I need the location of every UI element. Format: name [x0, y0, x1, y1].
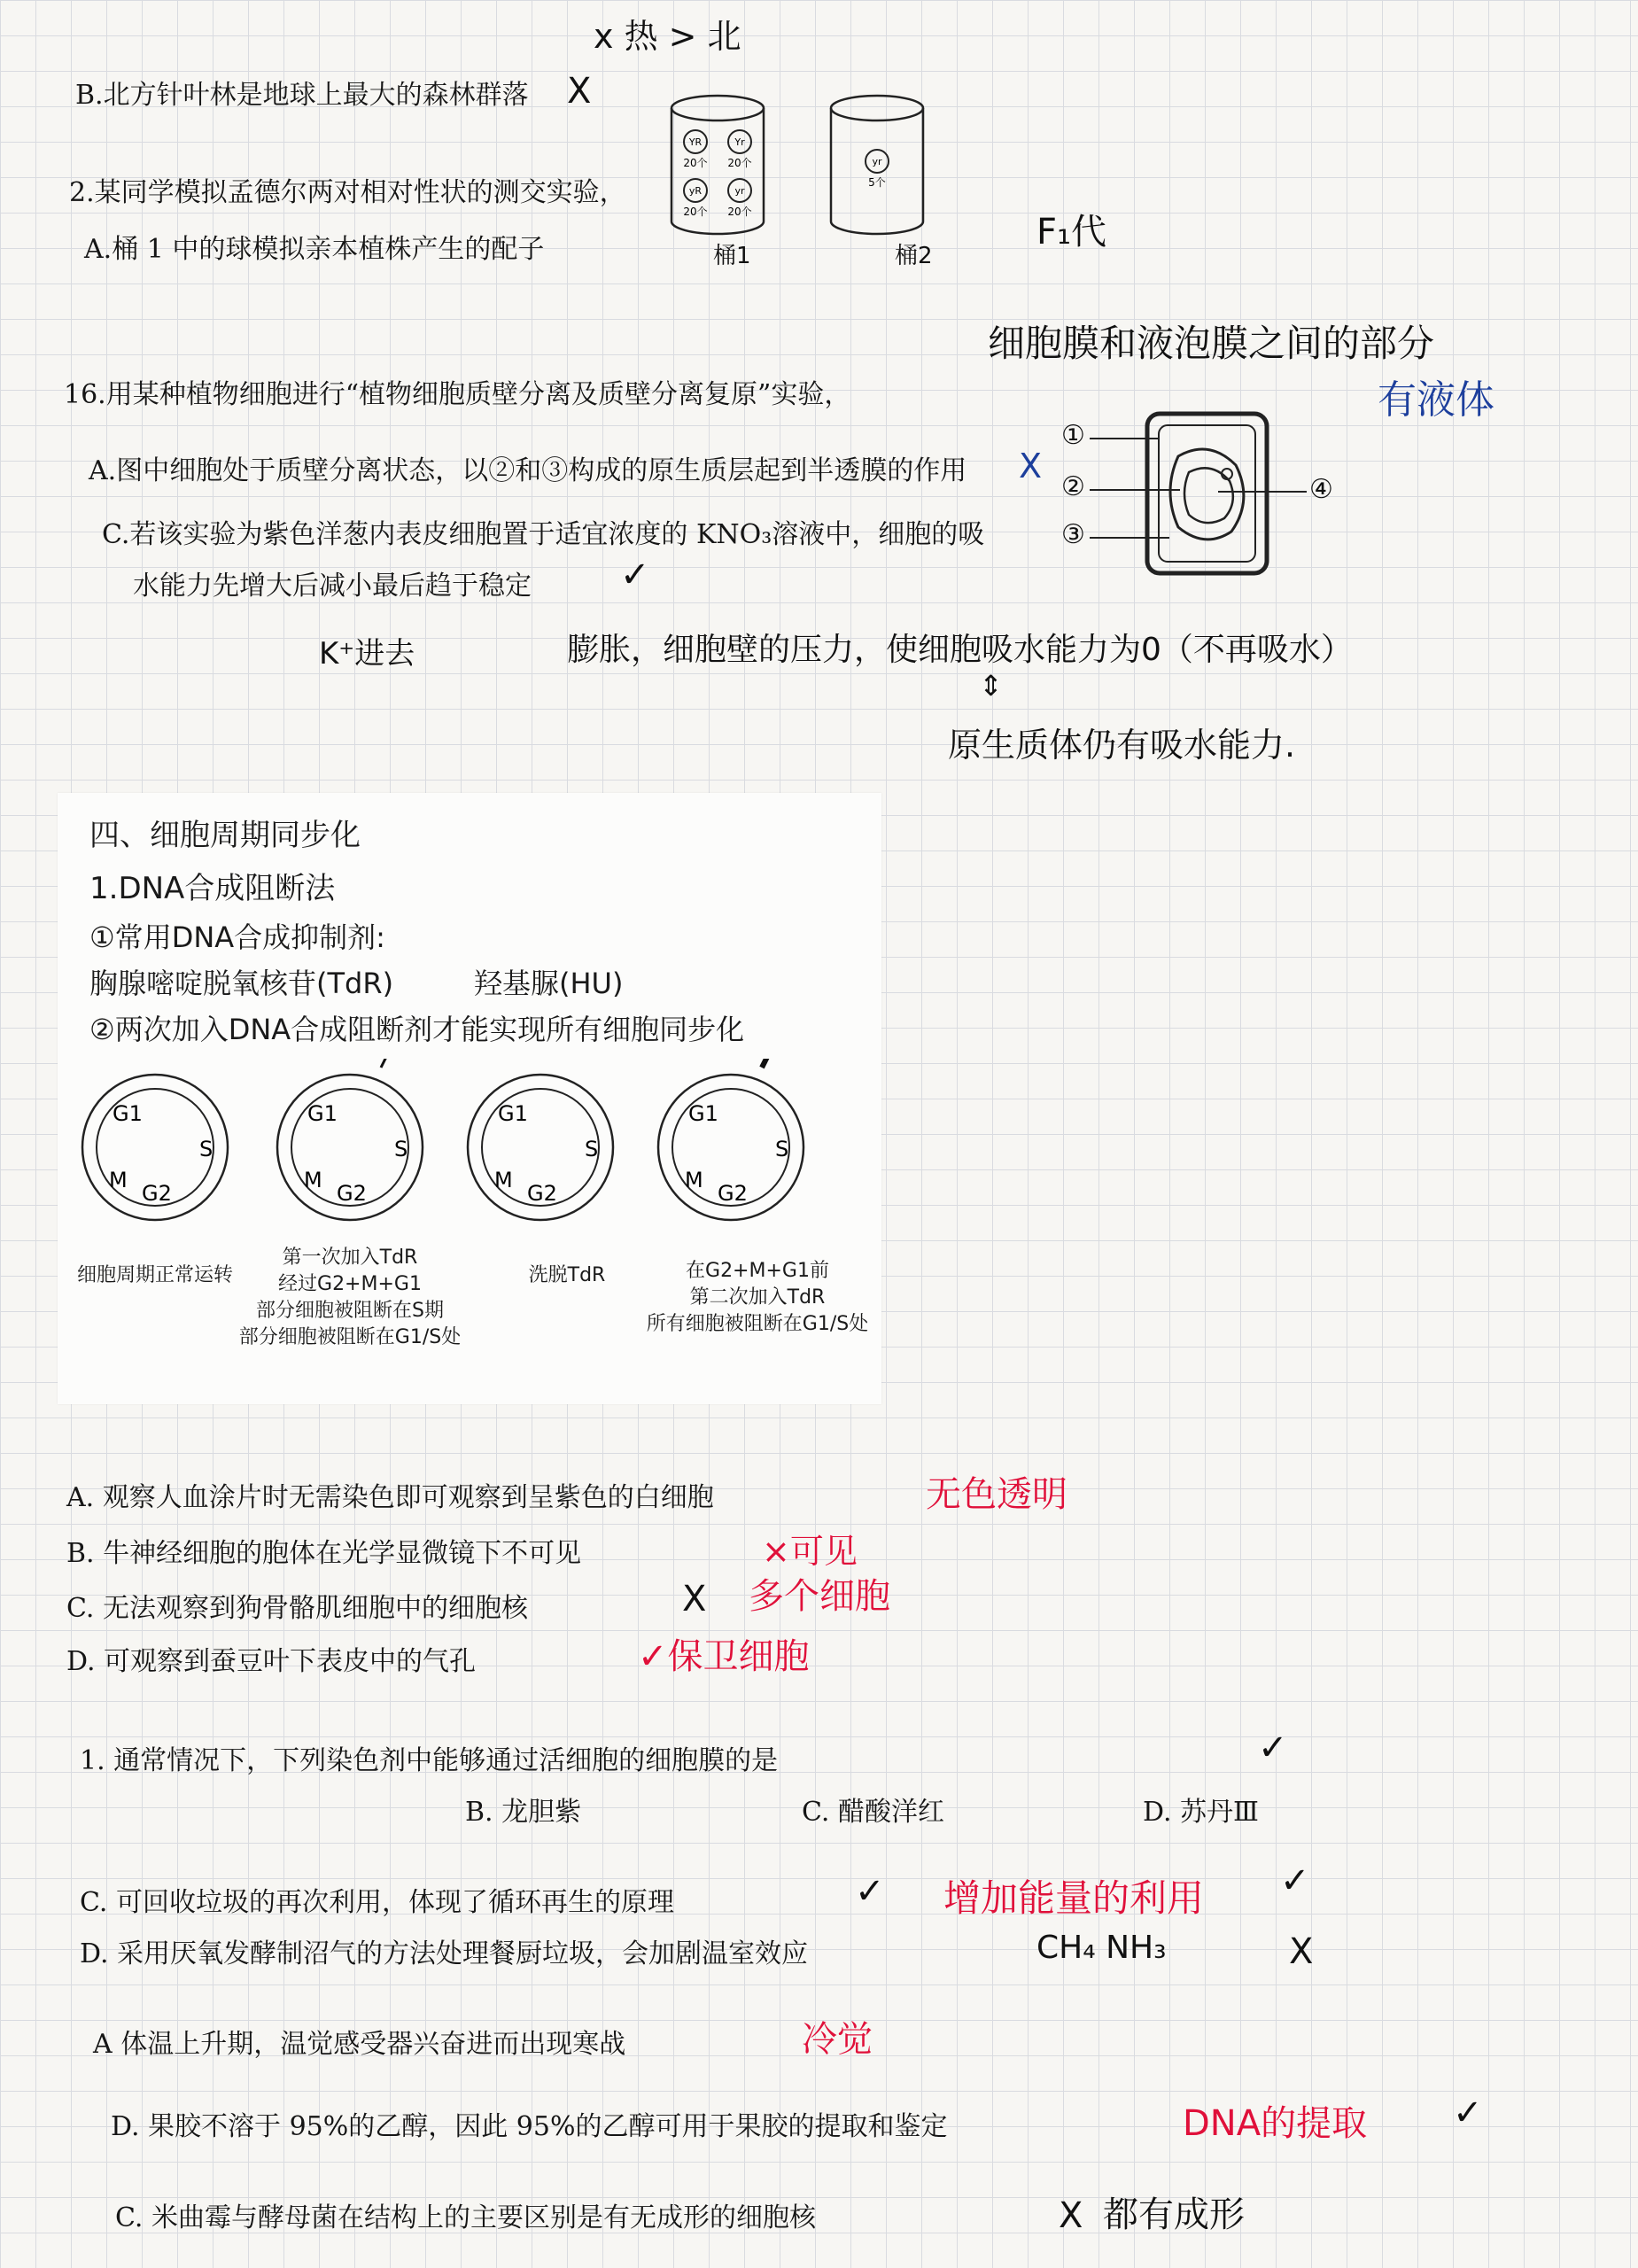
caption-2: 第一次加入TdR 经过G2+M+G1 部分细胞被阻断在S期 部分细胞被阻断在G1/S处: [238, 1247, 462, 1348]
q1-option-d: D. 苏丹Ⅲ: [1143, 1797, 1259, 1828]
pectin-option-d: D. 果胶不溶于 95%的乙醇，因此 95%的乙醇可用于果胶的提取和鉴定: [111, 2111, 948, 2142]
eco-note-d: CH₄ NH₃: [1036, 1930, 1167, 1966]
phase-s-label: S: [199, 1137, 213, 1161]
obs-option-c: C. 无法观察到狗骨骼肌细胞中的细胞核: [66, 1593, 528, 1624]
eco-option-c: C. 可回收垃圾的再次利用，体现了循环再生的原理: [80, 1887, 674, 1918]
phase-g2-label: G2: [142, 1181, 172, 1206]
check-mark: ✓: [855, 1871, 885, 1912]
check-mark: ✓: [1258, 1728, 1288, 1768]
question-16-stem: 16.用某种植物细胞进行“植物细胞质壁分离及质壁分离复原”实验，: [64, 379, 851, 410]
obs-option-d: D. 可观察到蚕豆叶下表皮中的气孔: [66, 1646, 477, 1677]
cell-cycle-diagram: [82, 1075, 228, 1220]
bucket-1-label: 桶1: [713, 243, 751, 269]
svg-text:YR: YR: [688, 136, 703, 148]
check-mark: ✓: [620, 555, 650, 595]
q16-note-top: 细胞膜和液泡膜之间的部分: [988, 322, 1435, 365]
obs-option-a: A. 观察人血涂片时无需染色即可观察到呈紫色的白细胞: [66, 1482, 714, 1513]
q1-option-c: C. 醋酸洋红: [802, 1797, 944, 1828]
block-marker: [762, 1059, 775, 1068]
q16-note-k: K⁺进去: [319, 636, 415, 672]
section-item-1: ①常用DNA合成抑制剂:: [89, 920, 385, 954]
question-16-option-a: A.图中细胞处于质壁分离状态，以②和③构成的原生质层起到半透膜的作用: [89, 455, 967, 486]
phase-g1-label: G1: [688, 1101, 718, 1126]
check-mark: ✓: [1453, 2093, 1483, 2133]
cell-cycle-diagram: [277, 1059, 423, 1220]
gamete-ball: [866, 150, 889, 189]
phase-s-label: S: [394, 1137, 408, 1161]
caption-1: 细胞周期正常运转: [76, 1264, 234, 1286]
drug-hu: 羟基脲(HU): [474, 967, 624, 1000]
q1-option-b: B. 龙胆紫: [465, 1797, 582, 1828]
drug-tdr: 胸腺嘧啶脱氧核苷(TdR): [89, 967, 394, 1000]
plant-cell-diagram: [1054, 403, 1347, 589]
cell-label-4: ④: [1309, 474, 1333, 505]
f1-note: F₁代: [1036, 212, 1107, 252]
section-title: 四、细胞周期同步化: [89, 818, 361, 853]
wrong-mark: X: [1019, 447, 1043, 485]
svg-text:20个: 20个: [683, 206, 708, 218]
question-2-option-a: A.桶 1 中的球模拟亲本植株产生的配子: [84, 234, 545, 265]
cell-cycle-section: [58, 793, 881, 1404]
cell-cycle-diagram: [658, 1059, 803, 1220]
q16-note-blue: 有液体: [1378, 377, 1494, 423]
mold-option-c: C. 米曲霉与酵母菌在结构上的主要区别是有无成形的细胞核: [115, 2202, 816, 2233]
phase-s-label: S: [775, 1137, 789, 1161]
gamete-ball: [727, 179, 751, 218]
eco-note-c: 增加能量的利用: [943, 1876, 1205, 1920]
q16-note-bottom: 原生质体仍有吸水能力.: [948, 726, 1296, 765]
q16-note-mid: 膨胀，细胞壁的压力，使细胞吸水能力为0（不再吸水）: [567, 632, 1353, 668]
temp-option-a: A 体温上升期，温觉感受器兴奋进而出现寒战: [93, 2029, 626, 2060]
svg-text:5个: 5个: [868, 176, 886, 189]
gamete-ball: [727, 130, 751, 169]
phase-m-label: M: [685, 1168, 703, 1192]
section-subtitle: 1.DNA合成阻断法: [89, 871, 336, 906]
cell-cycle-diagram: [468, 1075, 613, 1220]
obs-note-b: ×可见: [762, 1532, 858, 1571]
phase-m-label: M: [304, 1168, 322, 1192]
question-16-option-c-line1: C.若该实验为紫色洋葱内表皮细胞置于适宜浓度的 KNO₃溶液中，细胞的吸: [102, 519, 985, 550]
svg-text:yr: yr: [872, 156, 882, 167]
wrong-mark: X: [1059, 2195, 1083, 2236]
phase-g2-label: G2: [718, 1181, 748, 1206]
q1-stem: 1. 通常情况下，下列染色剂中能够通过活细胞的细胞膜的是: [80, 1745, 779, 1776]
pectin-note: DNA的提取: [1183, 2103, 1368, 2144]
phase-m-label: M: [494, 1168, 513, 1192]
cell-label-3: ③: [1061, 519, 1085, 550]
cell-cycle-diagrams: [58, 1059, 881, 1236]
svg-text:Yr: Yr: [734, 136, 745, 148]
gamete-ball: [683, 130, 707, 169]
svg-text:20个: 20个: [727, 206, 752, 218]
caption-3: 洗脱TdR: [528, 1264, 606, 1286]
bucket-2-label: 桶2: [895, 243, 933, 269]
question-2-stem: 2.某同学模拟孟德尔两对相对性状的测交实验，: [69, 177, 626, 208]
q16-note-arrow: ⇕: [979, 669, 1003, 703]
cell-label-1: ①: [1061, 420, 1085, 451]
gamete-ball: [683, 179, 707, 218]
svg-text:20个: 20个: [683, 157, 708, 169]
question-b-northern-forest: B.北方针叶林是地球上最大的森林群落: [75, 80, 529, 111]
caption-4: 在G2+M+G1前 第二次加入TdR 所有细胞被阻断在G1/S处: [646, 1260, 869, 1335]
phase-g2-label: G2: [337, 1181, 367, 1206]
phase-m-label: M: [109, 1168, 128, 1192]
temp-note: 冷觉: [802, 2019, 873, 2060]
wrong-mark: X: [1289, 1931, 1314, 1972]
top-annotation: x 热 > 北: [594, 17, 741, 56]
section-item-2: ②两次加入DNA合成阻断剂才能实现所有细胞同步化: [89, 1013, 745, 1046]
block-marker: [381, 1059, 394, 1068]
phase-g1-label: G1: [498, 1101, 528, 1126]
svg-text:yr: yr: [734, 185, 745, 197]
cell-label-2: ②: [1061, 471, 1085, 502]
question-16-option-c-line2: 水能力先增大后减小最后趋于稳定: [133, 571, 532, 602]
wrong-mark: X: [682, 1579, 707, 1619]
mold-note: 都有成形: [1103, 2194, 1245, 2235]
phase-g1-label: G1: [113, 1101, 143, 1126]
eco-option-d: D. 采用厌氧发酵制沼气的方法处理餐厨垃圾，会加剧温室效应: [80, 1938, 809, 1969]
phase-g1-label: G1: [307, 1101, 338, 1126]
obs-option-b: B. 牛神经细胞的胞体在光学显微镜下不可见: [66, 1538, 582, 1569]
obs-note-a: 无色透明: [926, 1474, 1067, 1515]
svg-text:yR: yR: [688, 185, 703, 197]
svg-text:20个: 20个: [727, 157, 752, 169]
check-mark: ✓: [1280, 1860, 1310, 1901]
phase-g2-label: G2: [527, 1181, 557, 1206]
wrong-mark: X: [567, 71, 592, 112]
obs-note-d: ✓保卫细胞: [638, 1636, 810, 1677]
obs-note-c: 多个细胞: [749, 1576, 890, 1617]
phase-s-label: S: [585, 1137, 599, 1161]
